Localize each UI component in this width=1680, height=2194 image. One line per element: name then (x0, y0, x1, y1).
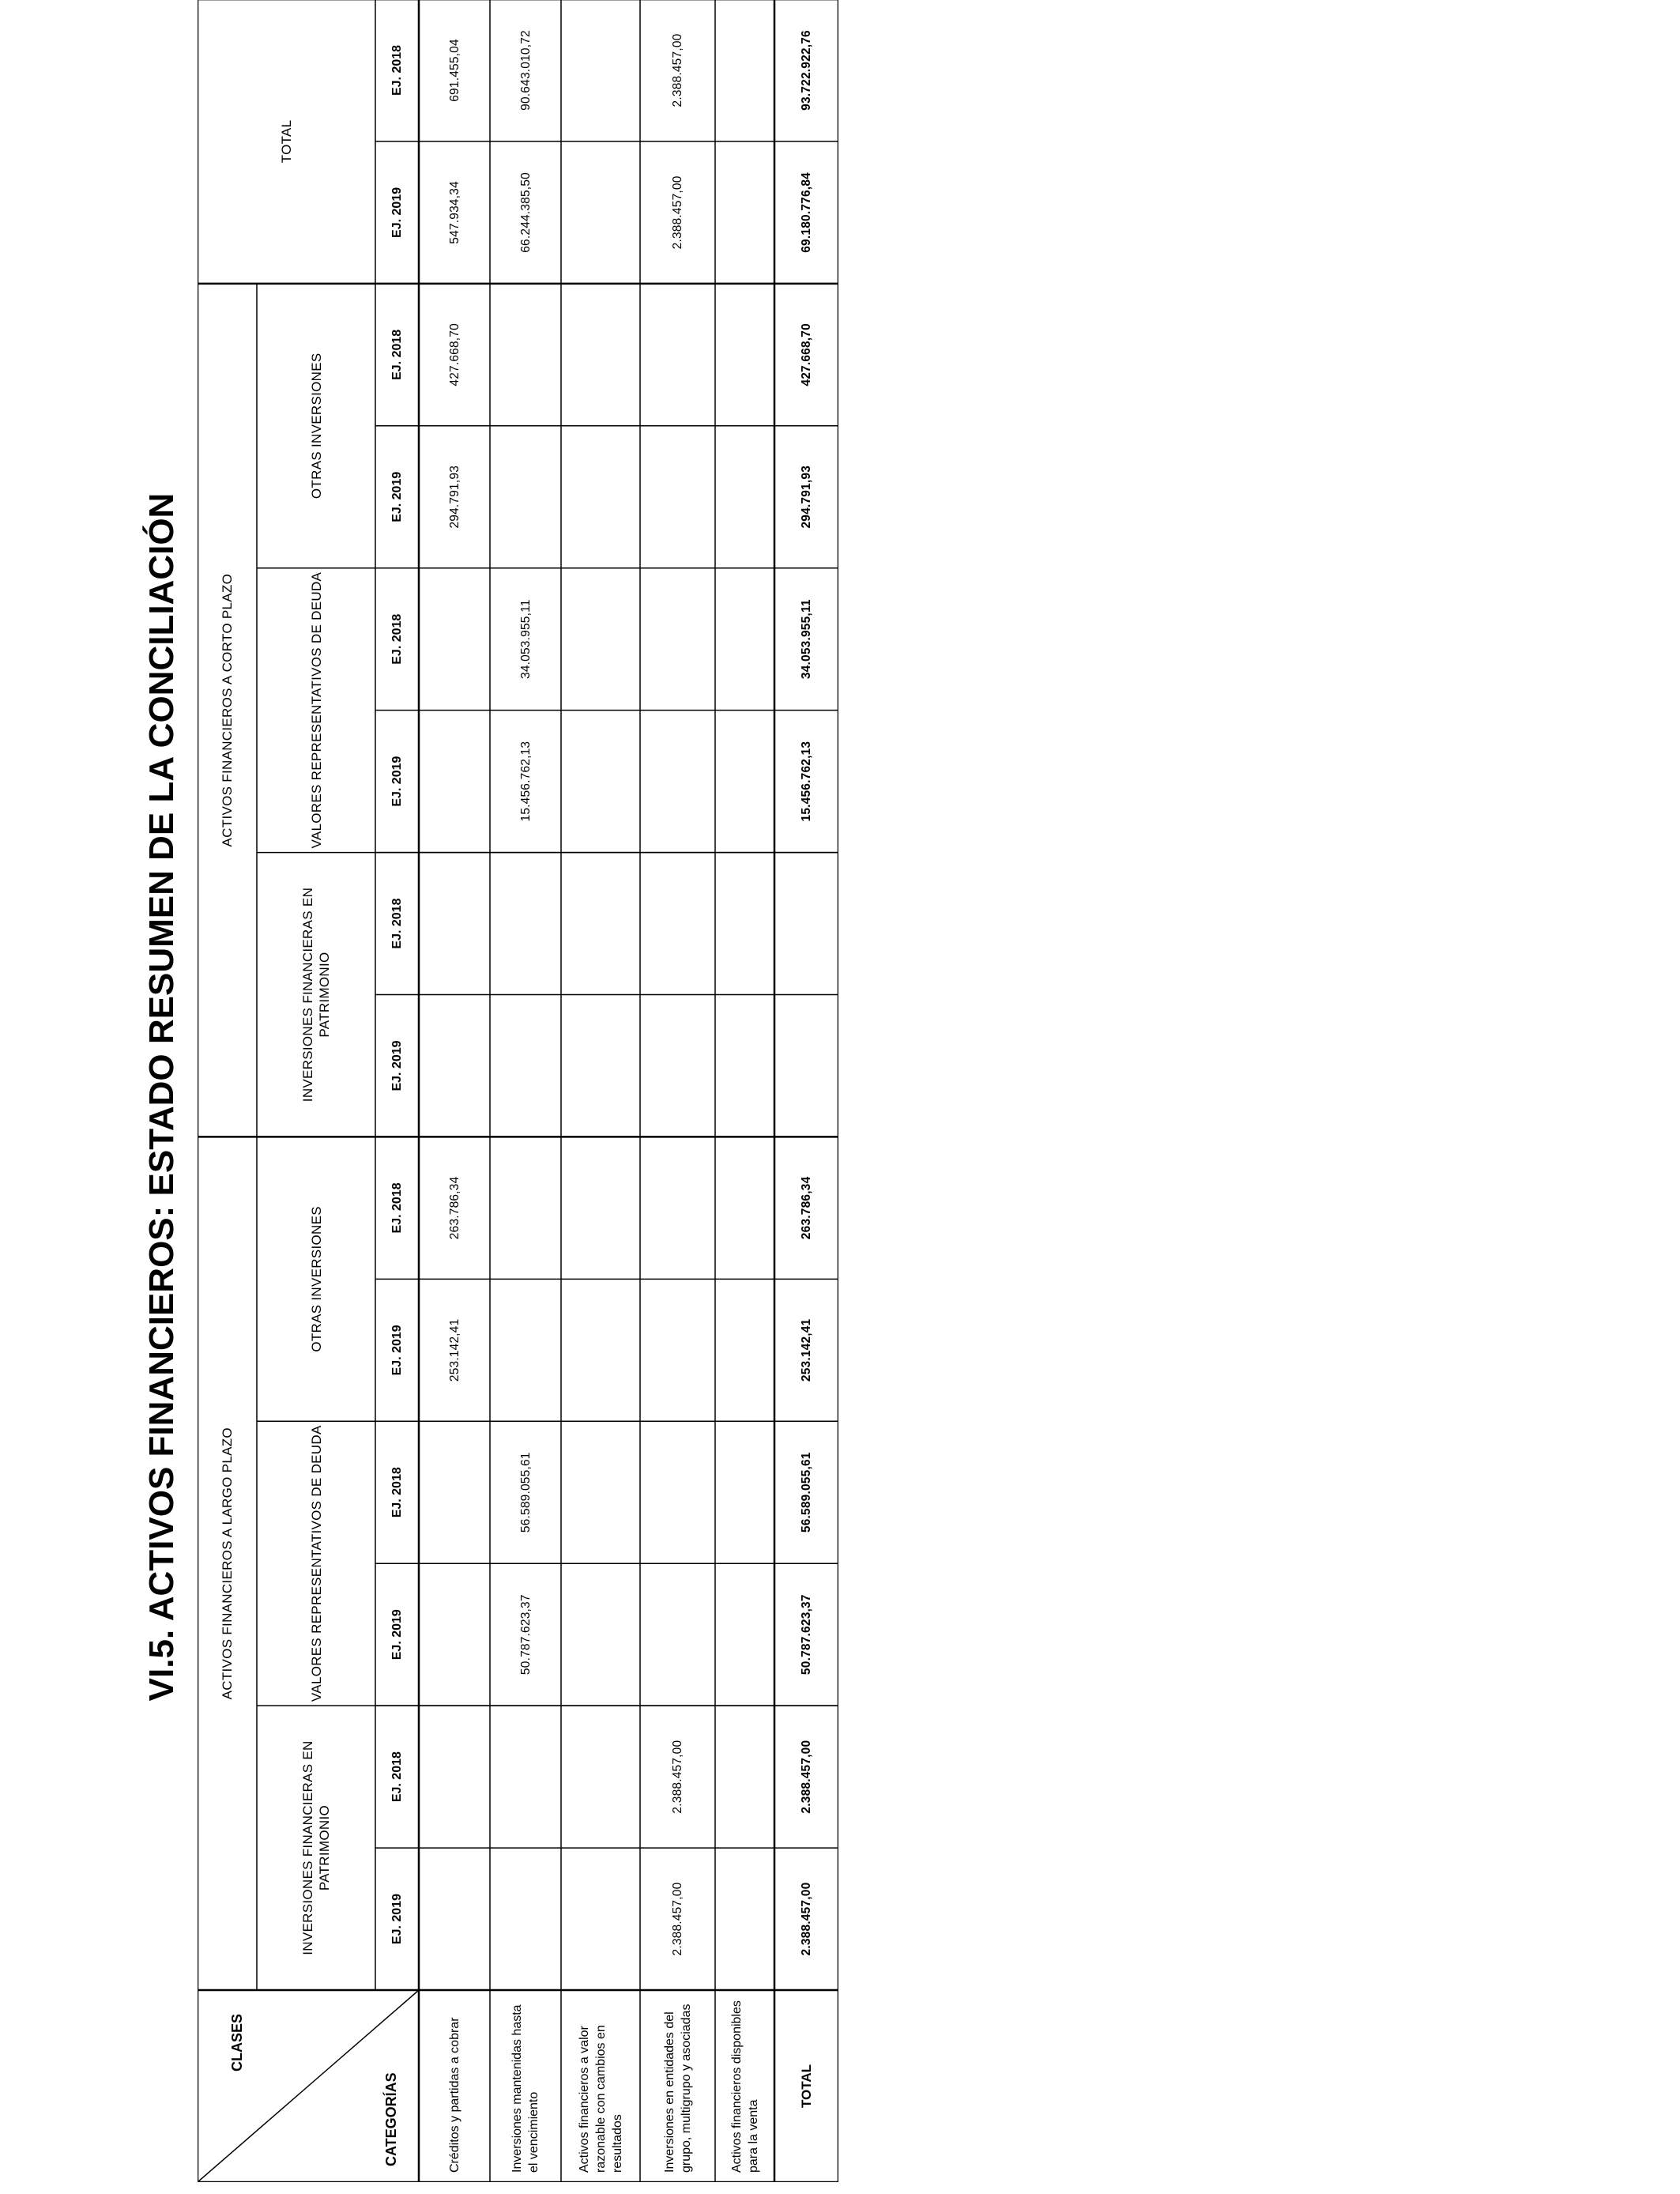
value-cell (561, 1706, 640, 1848)
year-2018-header: EJ. 2018 (390, 898, 404, 949)
year-2018-header: EJ. 2018 (390, 329, 404, 380)
total-value-cell: 50.787.623,37 (800, 1594, 813, 1676)
value-cell: 547.934,34 (447, 181, 461, 244)
header-inversiones-patrimonio-corto: INVERSIONES FINANCIERAS EN PATRIMONIO (300, 887, 332, 1103)
value-cell: 427.668,70 (447, 323, 461, 386)
value-cell (715, 711, 774, 853)
value-cell: 66.244.385,50 (518, 172, 533, 253)
value-cell (419, 711, 490, 853)
value-cell (561, 1563, 640, 1706)
value-cell (715, 284, 774, 426)
value-cell (640, 284, 715, 426)
total-value-cell: 427.668,70 (800, 323, 813, 386)
value-cell (490, 1848, 561, 1990)
value-cell (490, 1706, 561, 1848)
categorias-label: CATEGORÍAS (383, 2072, 399, 2166)
value-cell (419, 853, 490, 995)
year-2019-header: EJ. 2019 (390, 1894, 404, 1945)
category-label: Inversiones mantenidas hasta el vencimiento (510, 2004, 541, 2173)
value-cell: 253.142,41 (447, 1318, 461, 1382)
year-2018-header: EJ. 2018 (390, 1751, 404, 1803)
value-cell (561, 0, 640, 141)
value-cell (490, 995, 561, 1137)
header-largo-plazo: ACTIVOS FINANCIEROS A LARGO PLAZO (220, 1427, 235, 1700)
value-cell: 294.791,93 (447, 465, 461, 529)
year-2018-header: EJ. 2018 (390, 613, 404, 665)
value-cell (561, 141, 640, 284)
value-cell (715, 1848, 774, 1990)
total-label: TOTAL (799, 2064, 814, 2109)
value-cell (715, 853, 774, 995)
total-value-cell: 294.791,93 (800, 465, 813, 529)
clases-label: CLASES (229, 2013, 245, 2071)
header-otras-inversiones-largo: OTRAS INVERSIONES (308, 1206, 324, 1352)
value-cell (640, 426, 715, 568)
year-2018-header: EJ. 2018 (390, 1467, 404, 1518)
value-cell (715, 0, 774, 141)
value-cell (640, 1421, 715, 1563)
total-value-cell: 69.180.776,84 (800, 172, 813, 253)
value-cell (640, 1563, 715, 1706)
value-cell (640, 1137, 715, 1279)
category-label: Inversiones en entidades del grupo, multigrupo y asociadas (662, 2004, 693, 2173)
value-cell (490, 284, 561, 426)
total-value-cell: 34.053.955,11 (800, 599, 813, 680)
value-cell (419, 995, 490, 1137)
value-cell (490, 853, 561, 995)
value-cell: 2.388.457,00 (671, 1882, 684, 1956)
value-cell: 2.388.457,00 (671, 175, 684, 250)
value-cell: 50.787.623,37 (518, 1594, 533, 1676)
value-cell (561, 1279, 640, 1421)
year-2019-header: EJ. 2019 (390, 187, 404, 238)
value-cell (419, 1421, 490, 1563)
total-value-cell: 2.388.457,00 (800, 1882, 813, 1956)
category-label: Activos financieros a valor razonable con cambios en resultados (577, 2025, 624, 2173)
value-cell (640, 711, 715, 853)
value-cell (561, 426, 640, 568)
total-value-cell (774, 995, 838, 1137)
total-value-cell: 263.786,34 (800, 1176, 813, 1240)
value-cell (561, 853, 640, 995)
value-cell (715, 1706, 774, 1848)
year-2019-header: EJ. 2019 (390, 471, 404, 522)
total-value-cell: 56.589.055,61 (800, 1452, 813, 1533)
total-value-cell: 253.142,41 (800, 1318, 813, 1382)
category-label: Créditos y partidas a cobrar (447, 2017, 461, 2173)
value-cell (490, 426, 561, 568)
page-title: VI.5. ACTIVOS FINANCIEROS: ESTADO RESUMEN DE LA CONCILIACIÓN (142, 492, 181, 1702)
conciliation-table (198, 0, 838, 2182)
value-cell (640, 568, 715, 711)
value-cell: 34.053.955,11 (518, 599, 533, 679)
value-cell (561, 711, 640, 853)
total-value-cell: 15.456.762,13 (800, 741, 813, 822)
year-2019-header: EJ. 2019 (390, 1325, 404, 1376)
value-cell (561, 568, 640, 711)
year-2019-header: EJ. 2019 (390, 756, 404, 807)
value-cell (640, 853, 715, 995)
value-cell (715, 141, 774, 284)
category-label: Activos financieros disponibles para la venta (729, 2000, 760, 2173)
value-cell (419, 1563, 490, 1706)
value-cell: 263.786,34 (447, 1176, 461, 1240)
header-corto-plazo: ACTIVOS FINANCIEROS A CORTO PLAZO (220, 573, 235, 847)
total-value-cell: 93.722.922,76 (800, 30, 813, 111)
value-cell (561, 1137, 640, 1279)
value-cell (561, 1421, 640, 1563)
value-cell (715, 1421, 774, 1563)
header-valores-deuda-corto: VALORES REPRESENTATIVOS DE DEUDA (308, 571, 324, 849)
value-cell: 15.456.762,13 (518, 741, 533, 822)
year-2018-header: EJ. 2018 (390, 44, 404, 96)
value-cell: 691.455,04 (447, 39, 461, 102)
header-inversiones-patrimonio-largo: INVERSIONES FINANCIERAS EN PATRIMONIO (300, 1740, 332, 1955)
value-cell (561, 1848, 640, 1990)
value-cell (715, 1563, 774, 1706)
total-value-cell (774, 853, 838, 995)
header-total: TOTAL (279, 119, 294, 164)
value-cell (561, 284, 640, 426)
value-cell (640, 1279, 715, 1421)
value-cell (561, 995, 640, 1137)
value-cell (419, 1706, 490, 1848)
value-cell (715, 1279, 774, 1421)
year-2019-header: EJ. 2019 (390, 1609, 404, 1661)
value-cell: 2.388.457,00 (671, 33, 684, 107)
value-cell (419, 1848, 490, 1990)
value-cell: 56.589.055,61 (518, 1452, 533, 1533)
value-cell (490, 1279, 561, 1421)
value-cell: 90.643.010,72 (518, 30, 533, 111)
value-cell: 2.388.457,00 (671, 1740, 684, 1814)
value-cell (715, 426, 774, 568)
value-cell (715, 995, 774, 1137)
value-cell (419, 568, 490, 711)
value-cell (490, 1137, 561, 1279)
header-valores-deuda-largo: VALORES REPRESENTATIVOS DE DEUDA (308, 1425, 324, 1702)
value-cell (640, 995, 715, 1137)
value-cell (715, 1137, 774, 1279)
year-2019-header: EJ. 2019 (390, 1040, 404, 1091)
value-cell (715, 568, 774, 711)
header-otras-inversiones-corto: OTRAS INVERSIONES (308, 352, 324, 499)
year-2018-header: EJ. 2018 (390, 1182, 404, 1234)
total-value-cell: 2.388.457,00 (800, 1740, 813, 1814)
